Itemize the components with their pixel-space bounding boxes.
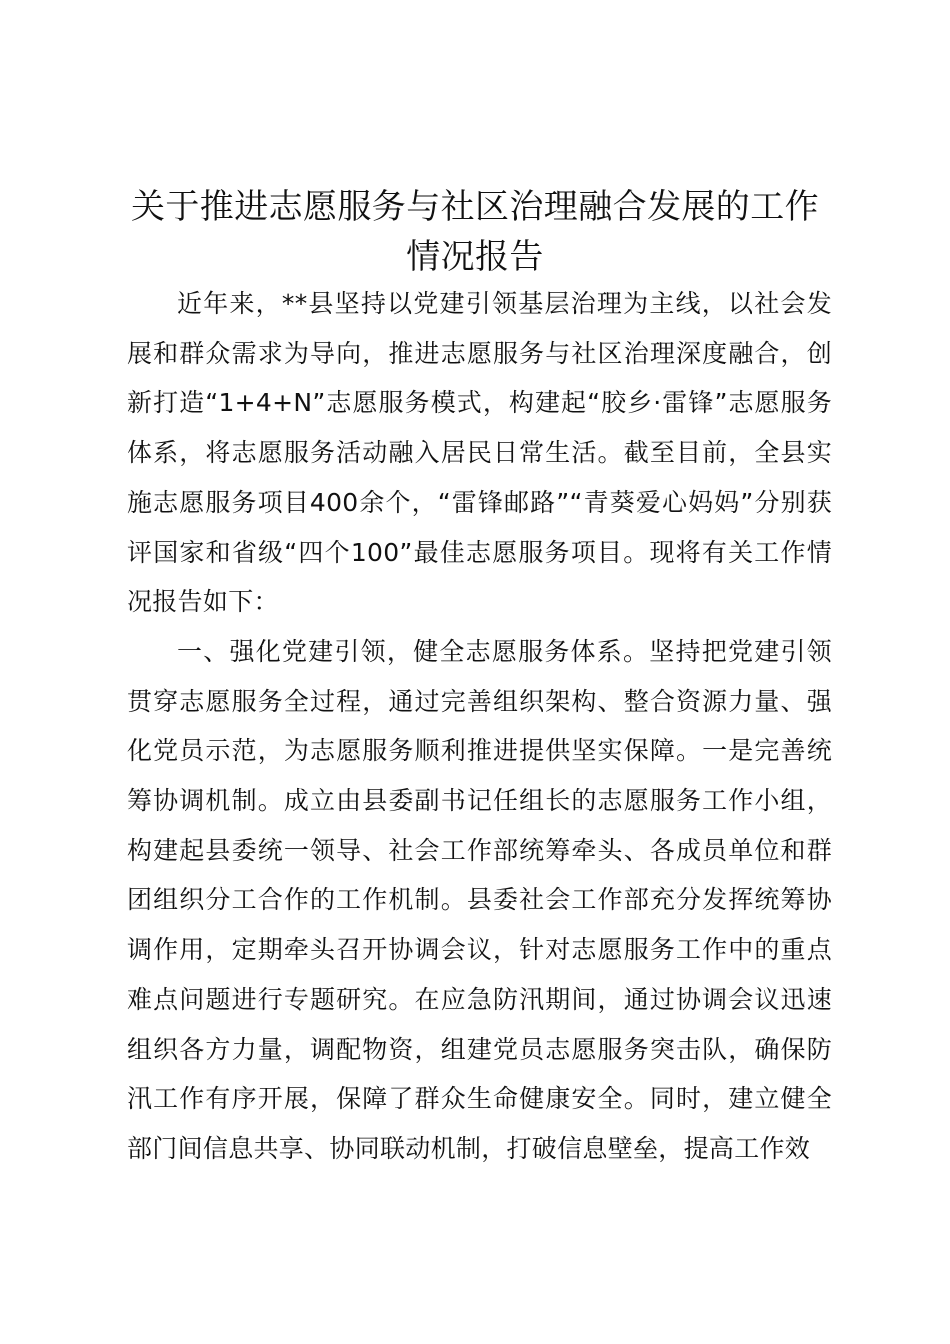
title-line-1: 关于推进志愿服务与社区治理融合发展的工作	[131, 187, 819, 227]
section-one-paragraph: 一、强化党建引领，健全志愿服务体系。坚持把党建引领贯穿志愿服务全过程，通过完善组织架构、整合资源力量、强化党员示范，为志愿服务顺利推进提供坚实保障。一是完善统筹协调机制。成立由县委副书记任组长的志愿服务工作小组，构建起县委统一领导、社会工作部统筹牵头、各成员单位和群团组织分工合作的工作机制。县委社会工作部充分发挥统筹协调作用，定期牵头召开协调会议，针对志愿服务工作中的重点难点问题进行专题研究。在应急防汛期间，通过协调会议迅速组织各方力量，调配物资，组建党员志愿服务突击队，确保防汛工作有序开展，保障了群众生命健康安全。同时，建立健全部门间信息共享、协同联动机制，打破信息壁垒，提高工作效	[127, 636, 832, 1163]
intro-paragraph: 近年来，**县坚持以党建引领基层治理为主线，以社会发展和群众需求为导向，推进志愿服务与社区治理深度融合，创新打造“1+4+N”志愿服务模式，构建起“胶乡·雷锋”志愿服务体系，将志愿服务活动融入居民日常生活。截至目前，全县实施志愿服务项目400余个，“雷锋邮路”“青葵爱心妈妈”分别获评国家和省级“四个100”最佳志愿服务项目。现将有关工作情况报告如下：	[127, 289, 832, 617]
document-body	[127, 279, 832, 1174]
document-title	[118, 182, 832, 282]
title-line-2: 情况报告	[406, 237, 544, 277]
